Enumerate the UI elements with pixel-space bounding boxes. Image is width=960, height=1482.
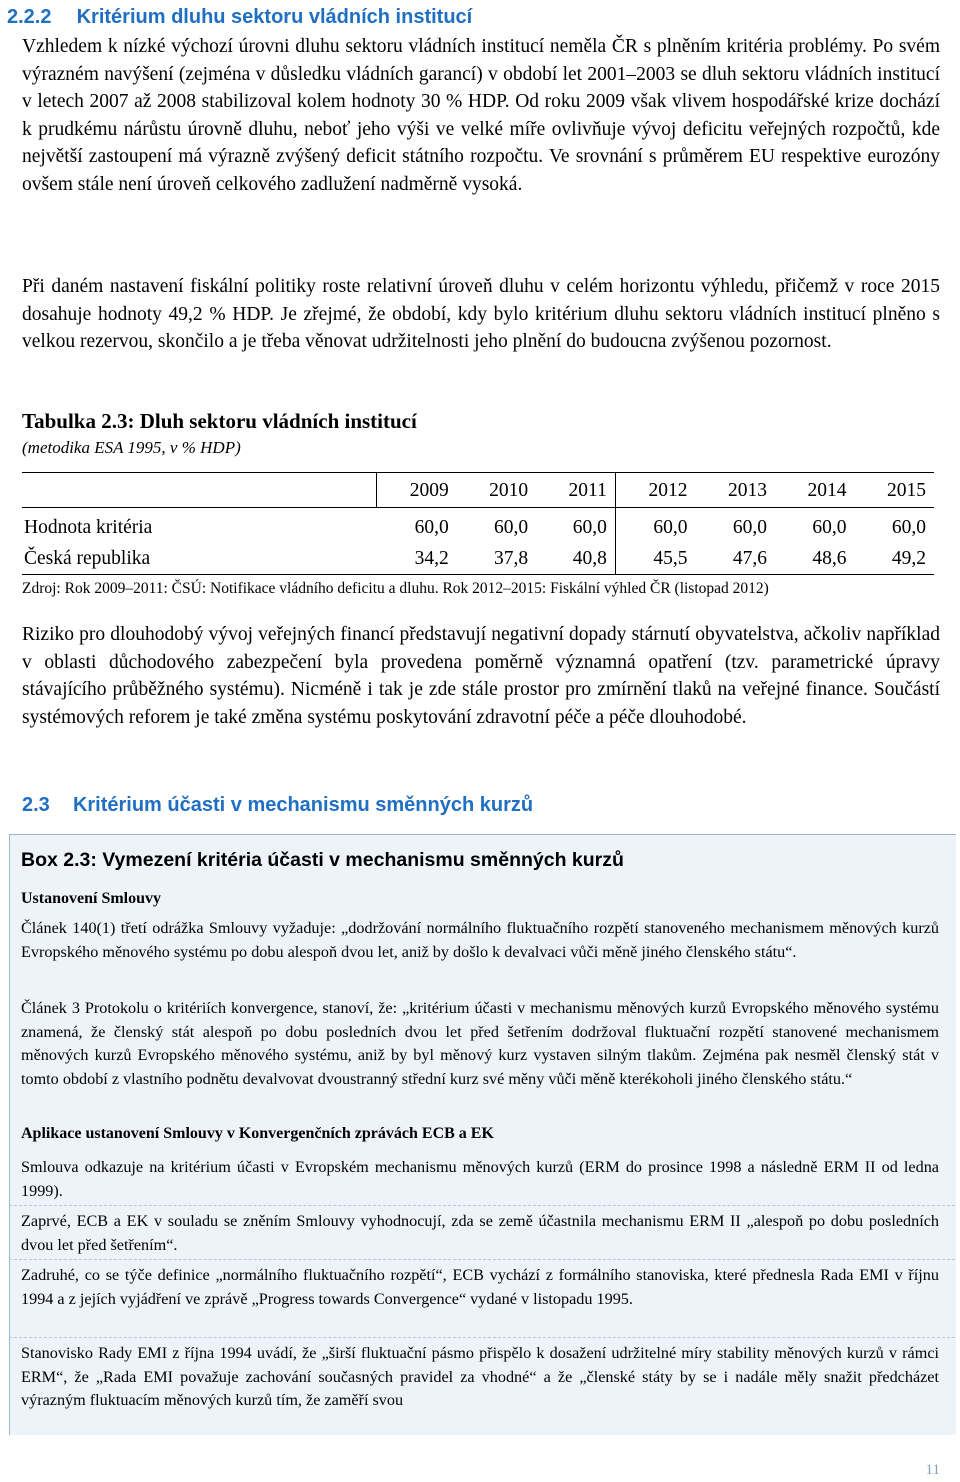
section-number: 2.2.2 xyxy=(7,6,52,28)
cell-value: 45,5 xyxy=(615,543,695,575)
cell-value: 34,2 xyxy=(377,543,457,575)
cell-value: 49,2 xyxy=(854,543,934,575)
box-paragraph: Článek 140(1) třetí odrážka Smlouvy vyžaduje: „dodržování normálního fluktuačního rozpětí stanoveného mechanismem měnových kurzů Evropského měnového systému po dobu alespoň dvou let, aniž by došlo k devalvaci vůči měně jiného členského státu“. xyxy=(21,919,939,961)
year-2014: 2014 xyxy=(775,473,854,508)
year-2015: 2015 xyxy=(854,473,934,508)
box-divider xyxy=(9,1259,955,1260)
table-header-row xyxy=(22,473,934,508)
paragraph-fiscal-policy: Při daném nastavení fiskální politiky roste relativní úroveň dluhu v celém horizontu výhledu, přičemž v roce 2015 dosahuje hodnoty 49,2 % HDP. Je zřejmé, že období, kdy bylo kritérium dluhu sektoru vládních institucí plněno s velkou rezervou, skončilo a je třeba věnovat udržitelnosti jeho plnění do budoucna zvýšenou pozornost. xyxy=(22,276,940,353)
box-paragraph: Zadruhé, co se týče definice „normálního fluktuačního rozpětí“, ECB vychází z formálního stanoviska, které přednesla Rada EMI v říjnu 1994 a z jejích vyjádření ve zprávě „Progress towards Convergence“ vydané v listopadu 1995. xyxy=(21,1266,939,1308)
section-title: Kritérium účasti v mechanismu směnných kurzů xyxy=(72,794,534,816)
cell-value: 37,8 xyxy=(457,543,536,575)
table-source: Zdroj: Rok 2009–2011: ČSÚ: Notifikace vládního deficitu a dluhu. Rok 2012–2015: Fiskální výhled ČR (listopad 2012) xyxy=(22,580,769,597)
cell-value: 60,0 xyxy=(494,516,529,538)
cell-value: 60,0 xyxy=(536,508,615,544)
box-paragraph: Smlouva odkazuje na kritérium účasti v Evropském mechanismu měnových kurzů (ERM do prosince 1998 a následně ERM II od ledna 1999). xyxy=(21,1158,939,1200)
box-paragraph: Zaprvé, ECB a EK v souladu se zněním Smlouvy vyhodnocují, zda se země účastnila mechanismu ERM II „alespoň po dobu posledních dvou let před šetřením“. xyxy=(21,1212,939,1254)
cell-value: 60,0 xyxy=(732,516,767,538)
cell-value: 40,8 xyxy=(536,543,615,575)
page-number: 11 xyxy=(925,1462,940,1478)
cell-value: 60,0 xyxy=(891,516,926,538)
section-heading-2-2-2 xyxy=(7,6,472,29)
box-divider xyxy=(9,1337,955,1338)
debt-table xyxy=(22,472,934,575)
cell-value: 48,6 xyxy=(775,543,854,575)
box-title: Box 2.3: Vymezení kritéria účasti v mechanismu směnných kurzů xyxy=(21,849,624,871)
year-2012: 2012 xyxy=(615,473,695,508)
box-paragraph: Stanovisko Rady EMI z října 1994 uvádí, že „širší fluktuační pásmo přispělo k dosažení udržitelné míry stability měnových kurzů v rámci ERM“, že „Rada EMI považuje zachování současných pravidel za vhodné“ a že „členské státy by se i nadále měly snažit předcházet výrazným fluktuacím měnových kurzů tím, že zaměří svou xyxy=(21,1344,939,1410)
box-subheading-application: Aplikace ustanovení Smlouvy v Konvergenčních zprávách ECB a EK xyxy=(21,1125,494,1142)
table-title: Tabulka 2.3: Dluh sektoru vládních institucí xyxy=(22,409,417,433)
year-2013: 2013 xyxy=(696,473,775,508)
section-heading-2-3 xyxy=(22,794,533,817)
row-label: Hodnota kritéria xyxy=(24,516,153,538)
cell-value: 60,0 xyxy=(812,516,847,538)
cell-value: 60,0 xyxy=(653,516,688,538)
table-row xyxy=(22,543,934,575)
paragraph-debt-intro: Vzhledem k nízké výchozí úrovni dluhu sektoru vládních institucí neměla ČR s plněním kritéria problémy. Po svém výrazném navýšení (zejména v důsledku vládních garancí) v období let 2001–2003 se dluh sektoru vládních institucí v letech 2007 až 2008 stabilizoval kolem hodnoty 30 % HDP. Od roku 2009 však vlivem hospodářské krize dochází k prudkému nárůstu úrovně dluhu, neboť jeho výši ve velké míře ovlivňuje vývoj deficitu veřejných rozpočtů, kde největší zastoupení má výrazně zvýšený deficit státního rozpočtu. Ve srovnání s průměrem EU respektive eurozóny ovšem stále není úroveň celkového zadlužení nadměrně vysoká. xyxy=(22,36,940,195)
table-row xyxy=(22,508,934,544)
table-subtitle: (metodika ESA 1995, v % HDP) xyxy=(22,438,241,457)
cell-value: 60,0 xyxy=(414,516,449,538)
box-divider xyxy=(9,1205,955,1206)
year-2010: 2010 xyxy=(457,473,536,508)
section-title: Kritérium dluhu sektoru vládních institucí xyxy=(76,6,473,28)
year-2011: 2011 xyxy=(536,473,615,508)
row-label: Česká republika xyxy=(22,543,377,575)
box-paragraph: Článek 3 Protokolu o kritériích konvergence, stanoví, že: „kritérium účasti v mechanismu měnových kurzů Evropského měnového systému znamená, že členský stát alespoň po dobu posledních dvou let před šetřením dodržoval fluktuační rozpětí stanovené mechanismem měnových kurzů Evropského měnového systému, aniž by byl měnový kurz vystaven silným tlakům. Zejména pak nesměl členský stát v tomto období z vlastního podnětu devalvovat dvoustranný střední kurz své měny vůči měně kterékoholi jiného členského státu.“ xyxy=(21,999,939,1088)
year-2009: 2009 xyxy=(377,473,457,508)
section-number: 2.3 xyxy=(22,794,50,816)
paragraph-aging-risk: Riziko pro dlouhodobý vývoj veřejných financí představují negativní dopady stárnutí obyvatelstva, ačkoliv například v oblasti důchodového zabezpečení byla provedena poměrně významná opatření (tzv. parametrické úpravy stávajícího průběžného systému). Nicméně i tak je zde stále prostor pro zmírnění tlaků na veřejné finance. Součástí systémových reforem je také změna systému poskytování zdravotní péče a péče dlouhodobé. xyxy=(22,624,940,728)
table-header-empty xyxy=(22,473,377,508)
cell-value: 47,6 xyxy=(696,543,775,575)
box-subheading-treaty: Ustanovení Smlouvy xyxy=(21,890,162,907)
